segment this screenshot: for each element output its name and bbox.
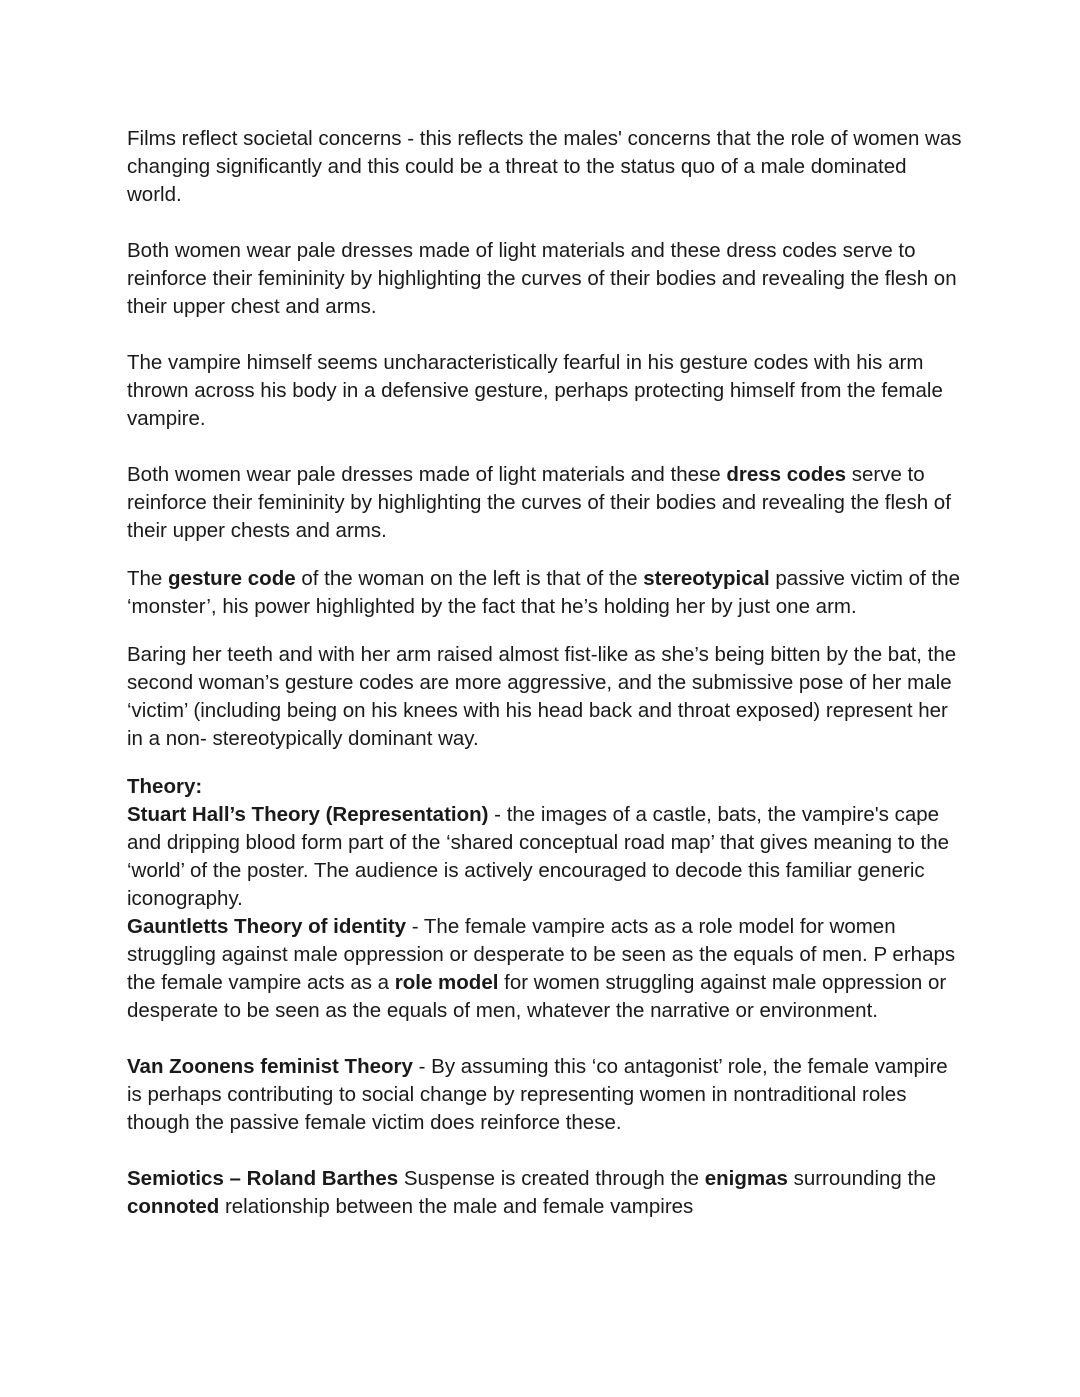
paragraph-societal-concerns — [127, 125, 962, 209]
paragraph-text: The vampire himself seems uncharacteristically fearful in his gesture codes with his arm thrown across his body in a defensive gesture, perhaps protecting himself from the female vampire. — [127, 351, 943, 430]
theory-text: - The female vampire acts as a role model for women struggling against male oppression or desperate to be seen as the equals of men. P erhaps the female vampire acts as a — [127, 915, 956, 994]
theory-heading: Theory: — [127, 775, 203, 798]
paragraph-second-woman — [127, 641, 962, 753]
paragraph-gesture-code — [127, 565, 962, 621]
paragraph-text: of the woman on the left is that of the — [295, 567, 644, 590]
theory-text: - the images of a castle, bats, the vampire's cape and dripping blood form part of the ‘shared conceptual road map’ that gives meaning to the ‘world’ of the poster. The audience is actively encouraged to decode this familiar generic iconography. — [127, 803, 950, 910]
key-term: stereotypical — [643, 567, 770, 590]
theory-barthes — [127, 1165, 962, 1221]
key-term: dress codes — [726, 463, 847, 486]
theory-gauntlett — [127, 913, 962, 1025]
key-term: gesture code — [168, 567, 296, 590]
key-term: enigmas — [704, 1167, 788, 1190]
theory-text: - By assuming this ‘co antagonist’ role, the female vampire is perhaps contributing to social change by representing women in nontraditional roles though the passive female victim does reinforce these. — [127, 1055, 948, 1134]
paragraph-text: The — [127, 567, 169, 590]
theory-title: Gauntletts Theory of identity — [127, 915, 407, 938]
paragraph-vampire-gesture — [127, 349, 962, 433]
paragraph-text: Baring her teeth and with her arm raised almost fist-like as she’s being bitten by the bat, the second woman’s gesture codes are more aggressive, and the submissive pose of her male ‘victim’ (including being on his knees with his head back and throat exposed) represent her in a non- stereotypically dominant way. — [127, 643, 957, 750]
paragraph-text: Both women wear pale dresses made of light materials and these dress codes serve to reinforce their femininity by highlighting the curves of their bodies and revealing the flesh on their upper chest and arms. — [127, 239, 957, 318]
key-term: role model — [394, 971, 499, 994]
paragraph-dress-codes — [127, 461, 962, 545]
paragraph-text: serve to reinforce their femininity by highlighting the curves of their bodies and revealing the flesh of their upper chests and arms. — [127, 463, 951, 542]
theory-title: Stuart Hall’s Theory (Representation) — [127, 803, 489, 826]
key-term: connoted — [127, 1195, 220, 1218]
paragraph-dress-codes-draft — [127, 237, 962, 321]
theory-text: relationship between the male and female vampires — [219, 1195, 694, 1218]
paragraph-text: passive victim of the ‘monster’, his power highlighted by the fact that he’s holding her by just one arm. — [127, 567, 960, 618]
theory-text: Suspense is created through the — [398, 1167, 705, 1190]
theory-van-zoonen — [127, 1053, 962, 1137]
theory-hall — [127, 801, 962, 913]
theory-section — [127, 773, 962, 1221]
theory-title: Van Zoonens feminist Theory — [127, 1055, 413, 1078]
theory-text: for women struggling against male oppression or desperate to be seen as the equals of men, whatever the narrative or environment. — [127, 971, 947, 1022]
document-page — [127, 125, 962, 1221]
theory-text: surrounding the — [787, 1167, 937, 1190]
theory-title: Semiotics – Roland Barthes — [127, 1167, 399, 1190]
paragraph-text: Both women wear pale dresses made of light materials and these — [127, 463, 727, 486]
paragraph-text: Films reflect societal concerns - this reflects the males' concerns that the role of women was changing significantly and this could be a threat to the status quo of a male dominated world. — [127, 127, 962, 206]
